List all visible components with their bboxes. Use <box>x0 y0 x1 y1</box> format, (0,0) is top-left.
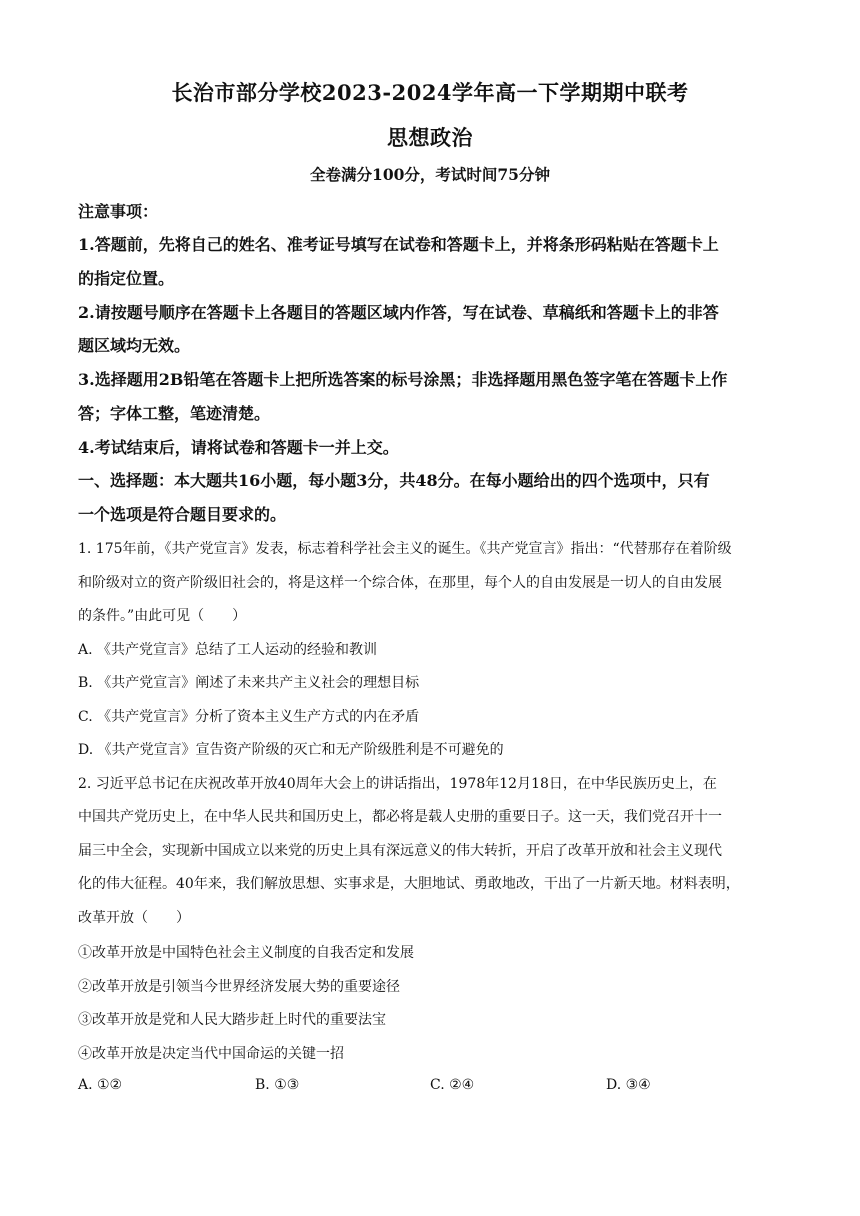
notice-line: 答；字体工整，笔迹清楚。 <box>78 404 271 423</box>
question-2-option-a: A. ①② <box>78 1077 123 1093</box>
question-1-option-c: C. 《共产党宣言》分析了资本主义生产方式的内在矛盾 <box>78 709 420 725</box>
question-1-stem: 的条件。”由此可见（ ） <box>78 608 247 624</box>
question-2-item: ③改革开放是党和人民大踏步赶上时代的重要法宝 <box>78 1012 386 1028</box>
question-2-item: ②改革开放是引领当今世界经济发展大势的重要途径 <box>78 979 400 995</box>
notice-line: 的指定位置。 <box>78 269 175 288</box>
question-2-stem: 届三中全会，实现新中国成立以来党的历史上具有深远意义的伟大转折，开启了改革开放和社会主义现代 <box>78 843 722 859</box>
section-heading: 一、选择题：本大题共16小题，每小题3分，共48分。在每小题给出的四个选项中，只有 <box>78 471 710 490</box>
question-2-item: ④改革开放是决定当代中国命运的关键一招 <box>78 1046 344 1062</box>
question-2-item: ①改革开放是中国特色社会主义制度的自我否定和发展 <box>78 945 414 961</box>
question-2-option-d: D. ③④ <box>606 1077 651 1093</box>
exam-title: 长治市部分学校2023-2024学年高一下学期期中联考 <box>171 80 689 105</box>
question-1-option-b: B. 《共产党宣言》阐述了未来共产主义社会的理想目标 <box>78 675 420 691</box>
notice-line: 4.考试结束后，请将试卷和答题卡一并上交。 <box>78 438 399 457</box>
question-1-stem: 1. 175年前，《共产党宣言》发表，标志着科学社会主义的诞生。《共产党宣言》指出：“代替那存在着阶级 <box>78 541 732 557</box>
notice-heading: 注意事项： <box>78 202 159 221</box>
question-1-option-d: D. 《共产党宣言》宣告资产阶级的灭亡和无产阶级胜利是不可避免的 <box>78 742 504 758</box>
section-heading: 一个选项是符合题目要求的。 <box>78 505 287 524</box>
question-2-option-b: B. ①③ <box>255 1077 300 1093</box>
notice-line: 1.答题前，先将自己的姓名、准考证号填写在试卷和答题卡上，并将条形码粘贴在答题卡上 <box>78 235 719 254</box>
notice-line: 3.选择题用2B铅笔在答题卡上把所选答案的标号涂黑；非选择题用黑色签字笔在答题卡上作 <box>78 370 728 389</box>
question-2-stem: 2. 习近平总书记在庆祝改革开放40周年大会上的讲话指出，1978年12月18日，在中华民族历史上，在 <box>78 776 717 792</box>
notice-line: 2.请按题号顺序在答题卡上各题目的答题区域内作答，写在试卷、草稿纸和答题卡上的非答 <box>78 303 719 322</box>
question-1-stem: 和阶级对立的资产阶级旧社会的，将是这样一个综合体，在那里，每个人的自由发展是一切人的自由发展 <box>78 575 722 591</box>
exam-info: 全卷满分100分，考试时间75分钟 <box>310 165 550 184</box>
question-2-stem: 中国共产党历史上，在中华人民共和国历史上，都必将是载人史册的重要日子。这一天，我们党召开十一 <box>78 809 722 825</box>
question-2-stem: 改革开放（ ） <box>78 910 190 926</box>
question-2-option-c: C. ②④ <box>430 1077 475 1093</box>
question-1-option-a: A. 《共产党宣言》总结了工人运动的经验和教训 <box>78 642 378 658</box>
subject-title: 思想政治 <box>387 125 473 150</box>
notice-line: 题区域均无效。 <box>78 336 191 355</box>
question-2-stem: 化的伟大征程。40年来，我们解放思想、实事求是，大胆地试、勇敢地改，干出了一片新天地。材料表明， <box>78 876 740 892</box>
